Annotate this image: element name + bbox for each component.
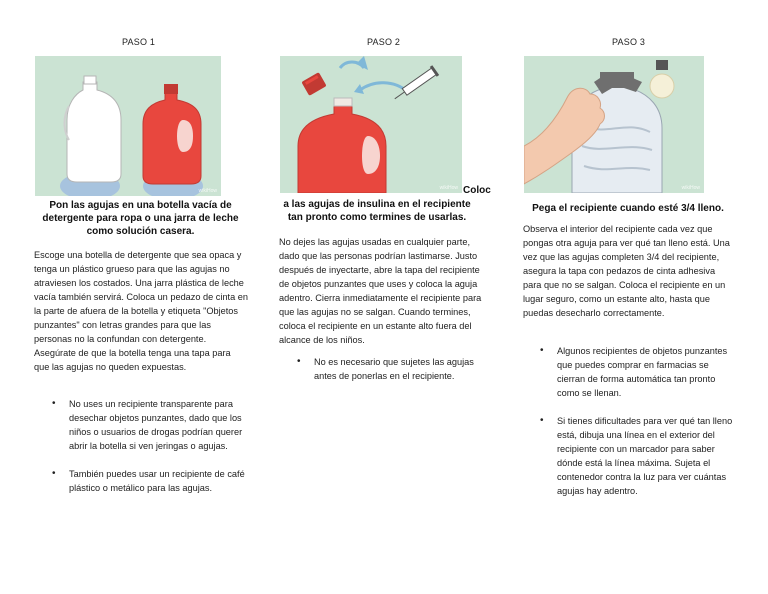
step3-bullets	[540, 344, 733, 512]
step1-illustration	[35, 56, 221, 196]
step1-title: PASO 1	[122, 37, 156, 47]
step2-caption: a las agujas de insulina en el recipiente tan pronto como termines de usarlas.	[283, 199, 471, 223]
list-item: • Si tienes dificultades para ver qué tan lleno está, dibuja una línea en el exterior del recipiente con un marcador para saber dónde está la línea máxima. Sujeta el contenedor contra la luz para ver cuántas agujas hay adentro.	[540, 415, 733, 496]
list-item: • No uses un recipiente transparente para desechar objetos punzantes, dado que los niños o usuarios de drogas podrían querer abrir la botella si ven jeringas o agujas.	[52, 398, 243, 451]
list-item: • Algunos recipientes de objetos punzantes que puedes comprar en farmacias se cierran de forma automática tan pronto como se llenan.	[540, 345, 728, 398]
bullet-text: Si tienes dificultades para ver qué tan lleno está, dibuja una línea en el exterior del recipiente con un marcador para saber dónde está la línea máxima. Sujeta el contenedor contra la luz para ver cuántas agujas hay adentro.	[557, 416, 733, 496]
step2-title: PASO 2	[367, 37, 401, 47]
step3-title: PASO 3	[612, 37, 646, 47]
watermark: wikiHow	[681, 185, 700, 191]
step3-illustration	[524, 56, 704, 193]
bullet-text: No uses un recipiente transparente para desechar objetos punzantes, dado que los niños o usuarios de drogas podrían querer abrir la botella si ven jeringas o agujas.	[69, 399, 243, 451]
step3-body: Observa el interior del recipiente cada vez que pongas otra aguja para ver qué tan lleno está. Una vez que las agujas completen 3/4 del recipiente, asegura la tapa con pedazos de cinta adhesiva para que no se salgan. Coloca el recipiente en un lugar seguro, como un estante alto, hasta que puedas desecharlo correctamente.	[523, 224, 730, 318]
list-item: • También puedes usar un recipiente de café plástico o metálico para las agujas.	[52, 468, 245, 493]
step2-caption-tail: Coloc	[463, 185, 491, 196]
bullet-text: No es necesario que sujetes las agujas antes de ponerlas en el recipiente.	[314, 357, 474, 381]
watermark: wikiHow	[439, 185, 458, 191]
step2-body: No dejes las agujas usadas en cualquier parte, dado que las personas podrían lastimarse. Justo después de inyectarte, abre la tapa del recipiente de objetos punzantes que uses y coloca la aguja adentro. Cierra inmediatamente el recipiente para que las agujas no se salgan. Cuando termines, coloca el recipiente en un estante alto fuera del alcance de los niños.	[279, 237, 482, 345]
step2-bullets	[297, 355, 484, 397]
step2-illustration	[280, 56, 462, 193]
watermark: wikiHow	[198, 188, 217, 194]
step1-body: Escoge una botella de detergente que sea opaca y tenga un plástico grueso para que las agujas no atraviesen los costados. Una jarra plástica de leche vacía también servirá. Coloca un pedazo de cinta en la parte de afuera de la botella y etiqueta "Objetos punzantes" con letras grandes para que las personas no la confundan con detergente. Asegúrate de que la botella tenga una tapa para que las agujas no queden expuestas.	[34, 250, 248, 372]
list-item: • No es necesario que sujetes las agujas antes de ponerlas en el recipiente.	[297, 356, 474, 381]
bullet-text: Algunos recipientes de objetos punzantes que puedes comprar en farmacias se cierran de forma automática tan pronto como se llenan.	[557, 346, 728, 398]
bullet-text: También puedes usar un recipiente de café plástico o metálico para las agujas.	[69, 469, 245, 493]
step1-caption: Pon las agujas en una botella vacía de detergente para ropa o una jarra de leche como solución casera.	[42, 200, 239, 237]
step1-bullets	[52, 397, 249, 509]
step3-caption: Pega el recipiente cuando esté 3/4 lleno.	[532, 203, 724, 214]
